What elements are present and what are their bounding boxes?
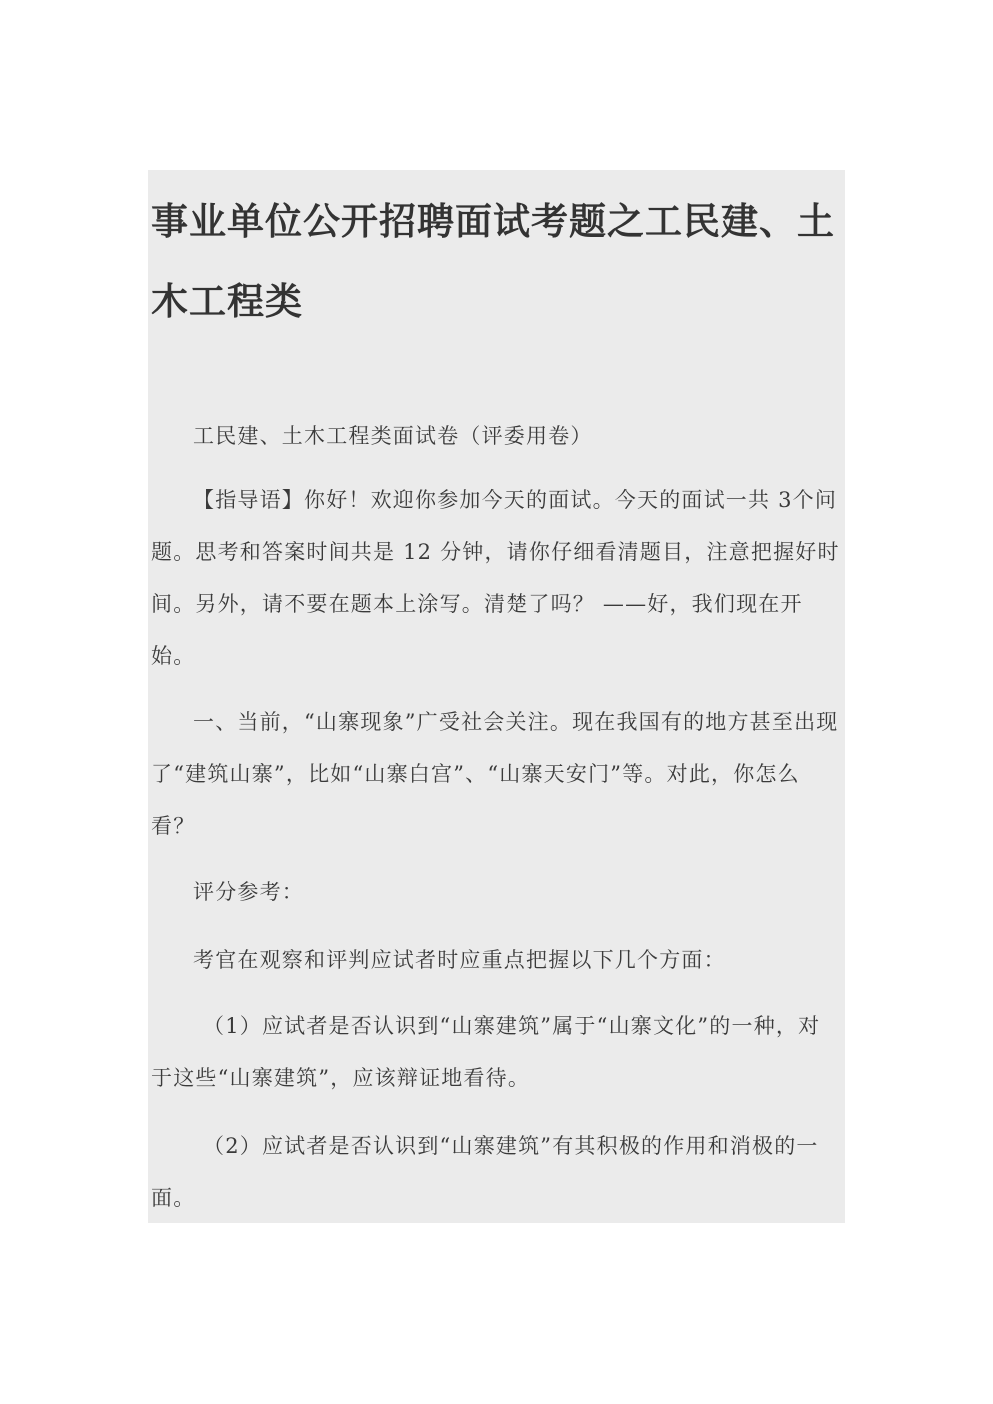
evaluation-focus-intro: 考官在观察和评判应试者时应重点把握以下几个方面： — [193, 948, 726, 972]
guide-paragraph: 【指导语】你好！欢迎你参加今天的面试。今天的面试一共 3个问题。思考和答案时间共是 12 分钟，请你仔细看清题目，注意把握好时间。另外，请不要在题本上涂写。清楚了吗？ ——好，我们现在开始。 — [151, 488, 840, 668]
document-content — [148, 170, 845, 1223]
scoring-reference-label: 评分参考： — [193, 880, 304, 904]
scoring-point-2: （2）应试者是否认识到“山寨建筑”有其积极的作用和消极的一面。 — [151, 1134, 819, 1210]
question-1: 一、当前，“山寨现象”广受社会关注。现在我国有的地方甚至出现了“建筑山寨”，比如“山寨白宫”、“山寨天安门”等。对此，你怎么看？ — [151, 710, 839, 838]
document-title: 事业单位公开招聘面试考题之工民建、土木工程类 — [151, 200, 835, 323]
exam-subtitle: 工民建、土木工程类面试卷（评委用卷） — [193, 424, 593, 448]
scoring-point-1: （1）应试者是否认识到“山寨建筑”属于“山寨文化”的一种，对于这些“山寨建筑”，应该辩证地看待。 — [151, 1014, 821, 1090]
